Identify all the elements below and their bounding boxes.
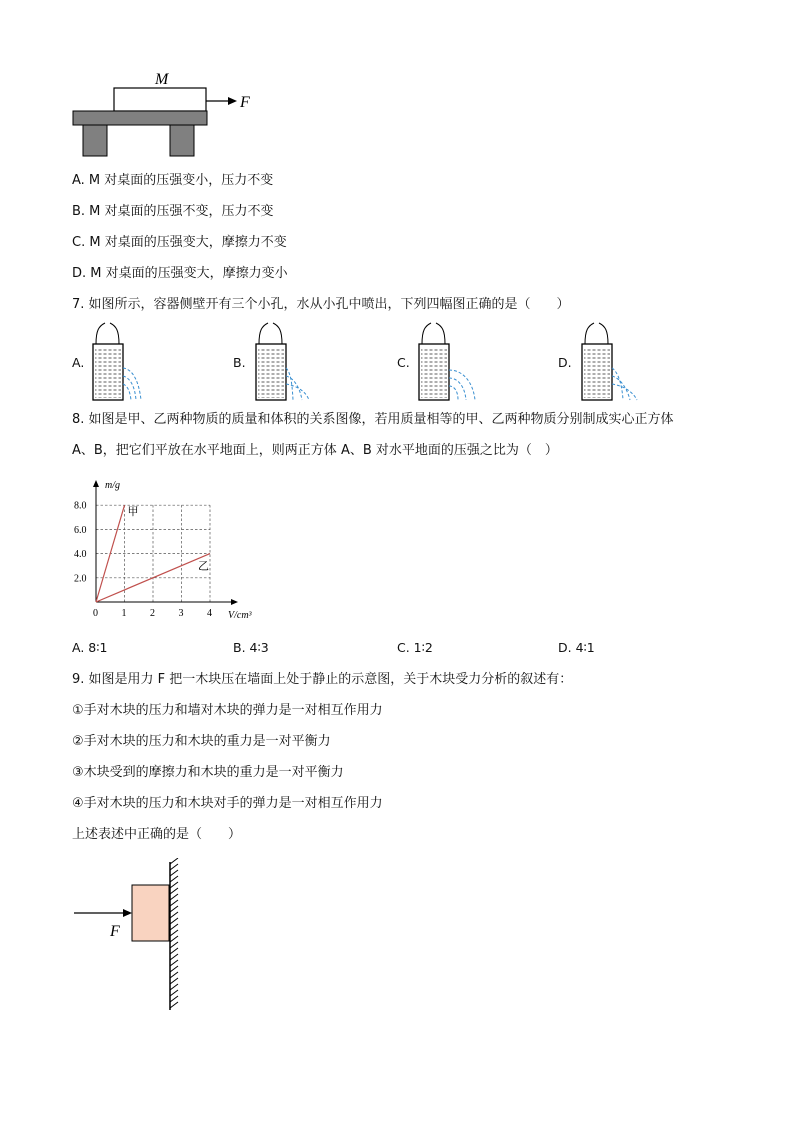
hatch-line bbox=[170, 858, 178, 864]
q6-arrow-head bbox=[228, 97, 237, 105]
hatch-line bbox=[170, 882, 178, 888]
q7-option-b-label[interactable]: B. bbox=[233, 355, 246, 370]
q9-wall-hatching bbox=[170, 858, 178, 1008]
hatch-line bbox=[170, 924, 178, 930]
hatch-line bbox=[170, 960, 178, 966]
x-tick-label: 4 bbox=[207, 608, 212, 619]
y-tick-label: 6.0 bbox=[74, 524, 87, 536]
q7-option-d-label[interactable]: D. bbox=[558, 355, 572, 370]
hatch-line bbox=[170, 984, 178, 990]
hatch-line bbox=[170, 996, 178, 1002]
q9-statement-4: ④手对木块的压力和木块对手的弹力是一对相互作用力 bbox=[72, 796, 383, 811]
q7-container-b[interactable] bbox=[256, 323, 309, 400]
hatch-line bbox=[170, 1002, 178, 1008]
q9-statement-3: ③木块受到的摩擦力和木块的重力是一对平衡力 bbox=[72, 765, 344, 780]
hatch-line bbox=[170, 906, 178, 912]
hatch-line bbox=[170, 864, 178, 870]
hatch-line bbox=[170, 978, 178, 984]
q7-container-d[interactable] bbox=[582, 323, 637, 400]
q6-table-figure bbox=[70, 66, 270, 161]
y-axis-arrow-icon bbox=[93, 480, 99, 487]
q9-wood-block bbox=[132, 885, 169, 941]
q9-force-label: F bbox=[110, 923, 120, 940]
chart-grid bbox=[96, 505, 210, 602]
hatch-line bbox=[170, 918, 178, 924]
q6-table-top bbox=[73, 111, 207, 125]
hatch-line bbox=[170, 972, 178, 978]
q9-arrow-head bbox=[123, 909, 132, 917]
q6-force-label: F bbox=[240, 94, 250, 111]
q7-container-a[interactable] bbox=[93, 323, 141, 400]
q6-table-leg-right bbox=[170, 125, 194, 156]
q9-statement-1: ①手对木块的压力和墙对木块的弹力是一对相互作用力 bbox=[72, 703, 383, 718]
hatch-line bbox=[170, 954, 178, 960]
q9-question: 上述表述中正确的是（ ） bbox=[72, 827, 242, 842]
hatch-line bbox=[170, 876, 178, 882]
q8-option-c[interactable]: C. 1∶2 bbox=[397, 640, 433, 655]
q7-option-c-label[interactable]: C. bbox=[397, 355, 410, 370]
hatch-line bbox=[170, 966, 178, 972]
q7-figures bbox=[0, 320, 794, 405]
x-axis-arrow-icon bbox=[231, 599, 238, 605]
q8-stem-line2: A、B，把它们平放在水平地面上，则两正方体 A、B 对水平地面的压强之比为（ ） bbox=[72, 443, 558, 458]
hatch-line bbox=[170, 990, 178, 996]
hatch-line bbox=[170, 888, 178, 894]
q6-option-d[interactable]: D. M 对桌面的压强变大，摩擦力变小 bbox=[72, 266, 288, 281]
hatch-line bbox=[170, 930, 178, 936]
q7-option-a-label[interactable]: A. bbox=[72, 355, 85, 370]
q8-option-b[interactable]: B. 4∶3 bbox=[233, 640, 269, 655]
q6-option-c[interactable]: C. M 对桌面的压强变大，摩擦力不变 bbox=[72, 235, 287, 250]
q8-stem-line1: 8. 如图是甲、乙两种物质的质量和体积的关系图像，若用质量相等的甲、乙两种物质分别制成实心正方体 bbox=[72, 412, 674, 427]
x-axis-label: V/cm³ bbox=[228, 610, 252, 621]
q8-option-d[interactable]: D. 4∶1 bbox=[558, 640, 595, 655]
y-tick-label: 8.0 bbox=[74, 500, 87, 512]
hatch-line bbox=[170, 948, 178, 954]
hatch-line bbox=[170, 912, 178, 918]
hatch-line bbox=[170, 894, 178, 900]
q7-container-c[interactable] bbox=[419, 323, 475, 400]
x-tick-label: 1 bbox=[121, 608, 127, 619]
y-axis-label: m/g bbox=[105, 480, 120, 491]
q6-table-leg-left bbox=[83, 125, 107, 156]
series-label-jia: 甲 bbox=[127, 506, 139, 519]
q8-mass-volume-chart bbox=[68, 474, 268, 624]
hatch-line bbox=[170, 936, 178, 942]
series-label-yi: 乙 bbox=[198, 560, 209, 573]
q9-statement-2: ②手对木块的压力和木块的重力是一对平衡力 bbox=[72, 734, 331, 749]
x-tick-label: 2 bbox=[150, 608, 155, 619]
q8-option-a[interactable]: A. 8∶1 bbox=[72, 640, 108, 655]
x-tick-label: 0 bbox=[93, 608, 98, 619]
y-tick-label: 2.0 bbox=[74, 573, 87, 585]
q7-stem: 7. 如图所示，容器侧壁开有三个小孔，水从小孔中喷出，下列四幅图正确的是（ ） bbox=[72, 297, 570, 312]
q6-block bbox=[114, 88, 206, 111]
q6-option-b[interactable]: B. M 对桌面的压强不变，压力不变 bbox=[72, 204, 274, 219]
hatch-line bbox=[170, 870, 178, 876]
y-tick-label: 4.0 bbox=[74, 549, 87, 561]
hatch-line bbox=[170, 942, 178, 948]
hatch-line bbox=[170, 900, 178, 906]
q9-wall-figure bbox=[68, 858, 198, 1018]
q6-option-a[interactable]: A. M 对桌面的压强变小，压力不变 bbox=[72, 173, 274, 188]
q9-stem: 9. 如图是用力 F 把一木块压在墙面上处于静止的示意图，关于木块受力分析的叙述有： bbox=[72, 672, 573, 687]
q6-block-label: M bbox=[155, 71, 169, 88]
x-tick-label: 3 bbox=[178, 608, 184, 619]
